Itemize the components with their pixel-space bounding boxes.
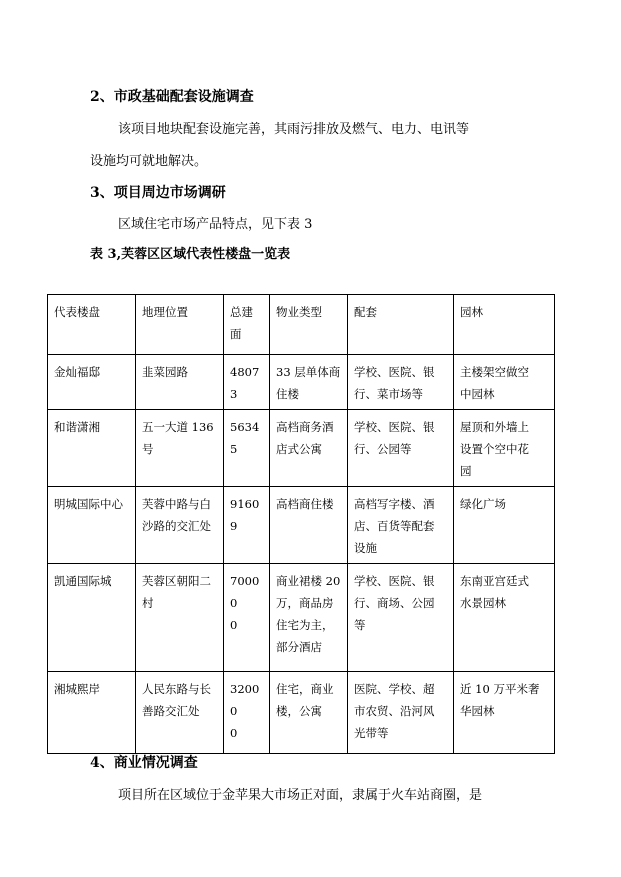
table-cell: 高档商务酒 店式公寓 (270, 410, 348, 487)
table-row (48, 355, 555, 410)
table-cell: 芙蓉区朝阳二 村 (136, 564, 224, 672)
table-cell: 学校、医院、银 行、菜市场等 (348, 355, 454, 410)
table-cell: 人民东路与长 善路交汇处 (136, 672, 224, 754)
table-cell: 学校、医院、银 行、商场、公园 等 (348, 564, 454, 672)
table-cell: 33 层单体商 住楼 (270, 355, 348, 410)
table-cell: 91609 (224, 487, 270, 564)
table-cell: 东南亚宫廷式 水景园林 (454, 564, 555, 672)
header-cell: 园林 (454, 295, 555, 355)
section-3-paragraph: 区域住宅市场产品特点，见下表 3 (118, 217, 313, 232)
table-cell: 凯通国际城 (48, 564, 136, 672)
table-row (48, 410, 555, 487)
table-cell: 绿化广场 (454, 487, 555, 564)
header-cell: 配套 (348, 295, 454, 355)
header-cell: 总建 面 (224, 295, 270, 355)
section-4-heading: 4、商业情况调查 (90, 755, 198, 771)
header-cell: 地理位置 (136, 295, 224, 355)
header-cell: 物业类型 (270, 295, 348, 355)
section-2-paragraph-line-1: 该项目地块配套设施完善，其雨污排放及燃气、电力、电讯等 (118, 122, 470, 137)
table-cell: 学校、医院、银 行、公园等 (348, 410, 454, 487)
table-cell: 48073 (224, 355, 270, 410)
table-cell: 商业裙楼 20 万，商品房 住宅为主， 部分酒店 (270, 564, 348, 672)
section-4-paragraph-line-1: 项目所在区域位于金苹果大市场正对面，隶属于火车站商圈，是 (118, 788, 483, 803)
table-cell: 韭菜园路 (136, 355, 224, 410)
header-cell: 代表楼盘 (48, 295, 136, 355)
table-caption: 表 3,芙蓉区区域代表性楼盘一览表 (90, 247, 291, 262)
table-cell: 70000 0 (224, 564, 270, 672)
table-cell: 高档商住楼 (270, 487, 348, 564)
table-row (48, 564, 555, 672)
table-cell: 住宅，商业 楼，公寓 (270, 672, 348, 754)
table-cell: 32000 0 (224, 672, 270, 754)
table-cell: 医院、学校、超 市农贸、沿河风 光带等 (348, 672, 454, 754)
table-cell: 和谐潇湘 (48, 410, 136, 487)
table-header-row (48, 295, 555, 355)
property-comparison-table (47, 294, 555, 754)
table-cell: 金灿福邸 (48, 355, 136, 410)
table-cell: 明城国际中心 (48, 487, 136, 564)
table-cell: 屋顶和外墙上 设置个空中花 园 (454, 410, 555, 487)
table-cell: 主楼架空做空 中园林 (454, 355, 555, 410)
table-cell: 56345 (224, 410, 270, 487)
table-cell: 高档写字楼、酒 店、百货等配套 设施 (348, 487, 454, 564)
table-row (48, 672, 555, 754)
table-row (48, 487, 555, 564)
section-3-heading: 3、项目周边市场调研 (90, 185, 226, 201)
table-cell: 芙蓉中路与白 沙路的交汇处 (136, 487, 224, 564)
table-cell: 湘城熙岸 (48, 672, 136, 754)
section-2-paragraph-line-2: 设施均可就地解决。 (90, 154, 208, 169)
section-2-heading: 2、市政基础配套设施调查 (90, 89, 254, 105)
table-cell: 近 10 万平米奢 华园林 (454, 672, 555, 754)
table-cell: 五一大道 136 号 (136, 410, 224, 487)
